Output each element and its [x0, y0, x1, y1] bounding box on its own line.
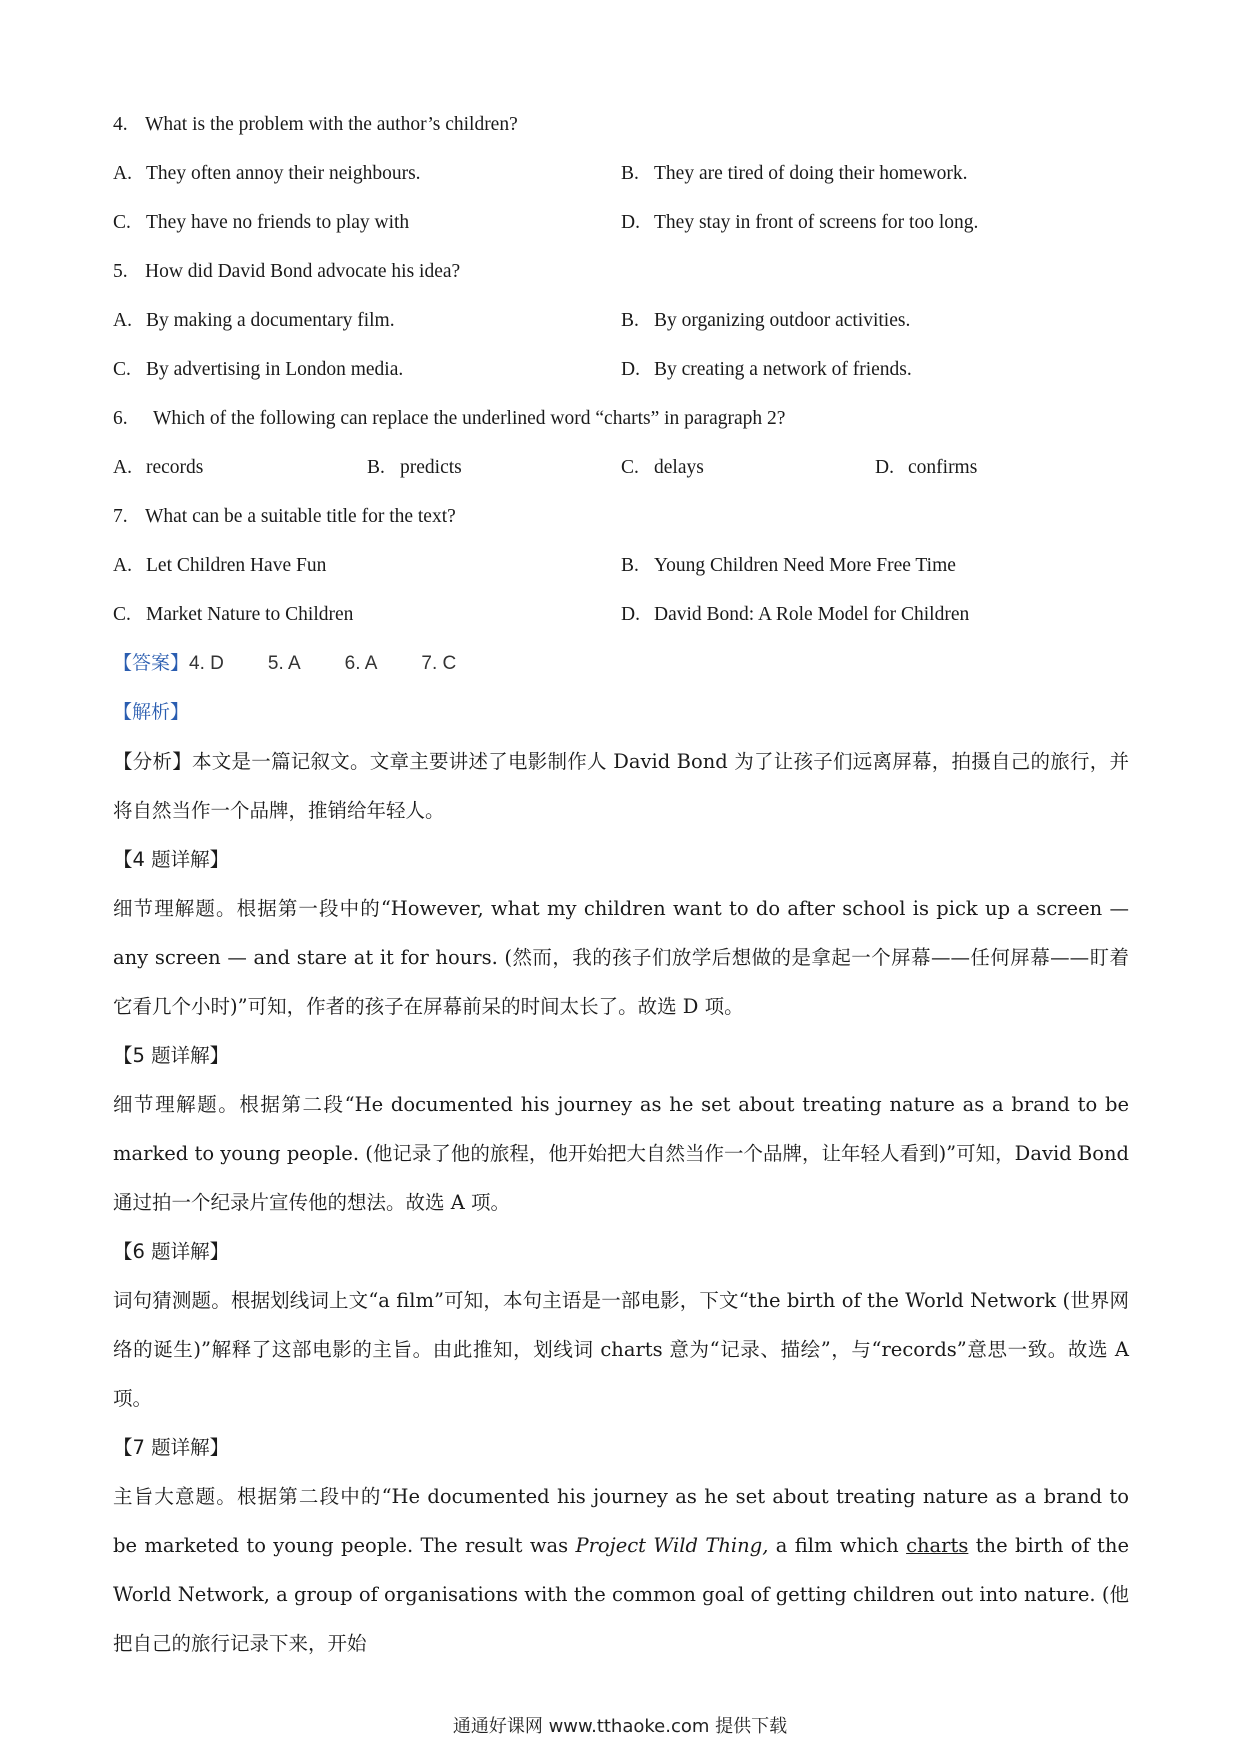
option-d: D. By creating a network of friends. — [621, 359, 912, 380]
question-text: What can be a suitable title for the text? — [145, 506, 456, 527]
option-d: D. confirms — [875, 457, 978, 478]
summary-label: 【分析】 — [113, 750, 193, 773]
question-5-options-row-2 — [113, 345, 1129, 394]
answer-item: 5. A — [267, 653, 301, 674]
option-b: B. Young Children Need More Free Time — [621, 555, 956, 576]
option-c: C. By advertising in London media. — [113, 359, 404, 380]
question-5-options-row-1 — [113, 296, 1129, 345]
detail-heading-6: 【6 题详解】 — [113, 1240, 230, 1263]
page-footer: 通通好课网 www.tthaoke.com 提供下载 — [452, 1716, 788, 1737]
summary-text: 本文是一篇记叙文。文章主要讲述了电影制作人 David Bond 为了让孩子们远离屏幕，拍摄自己的旅行，并将自然当作一个品牌，推销给年轻人。 — [113, 750, 1129, 822]
option-a: A. records — [113, 457, 204, 478]
option-b: B. By organizing outdoor activities. — [621, 310, 911, 331]
question-4-stem — [113, 100, 1129, 149]
answer-item: 4. D — [189, 653, 224, 674]
option-c: C. Market Nature to Children — [113, 604, 354, 625]
detail-heading-7: 【7 题详解】 — [113, 1436, 230, 1459]
question-6-stem — [113, 394, 1129, 443]
detail-heading-5: 【5 题详解】 — [113, 1044, 230, 1067]
question-number: 7. — [113, 506, 128, 527]
option-a: A. Let Children Have Fun — [113, 555, 327, 576]
option-b: B. predicts — [367, 457, 462, 478]
answer-key — [113, 639, 1129, 688]
option-a: A. By making a documentary film. — [113, 310, 395, 331]
question-7-options-row-2 — [113, 590, 1129, 639]
option-c: C. delays — [621, 457, 704, 478]
analysis-label: 【解析】 — [113, 702, 190, 723]
underlined-word: charts — [906, 1534, 969, 1557]
answer-item: 6. A — [344, 653, 378, 674]
question-text: What is the problem with the author’s children? — [145, 114, 518, 135]
detail-heading-4: 【4 题详解】 — [113, 848, 230, 871]
detail-text-6: 词句猜测题。根据划线词上文“a film”可知，本句主语是一部电影，下文“the birth of the World Network (世界网络的诞生)”解释了这部电影的主旨。由此推知，划线词 charts 意为“记录、描绘”，与“records”意思一致。故选 A 项。 — [113, 1289, 1129, 1410]
question-text: How did David Bond advocate his idea? — [145, 261, 461, 282]
answer-label: 【答案】 — [113, 653, 190, 674]
detail-text-7: 主旨大意题。根据第二段中的“He documented his journey as he set about treating nature as a brand to be marketed to young people. The result was Project Wild Thing, a film which charts the birth of the World Network, a group of organisations with the common goal of getting children out into nature. (他把自己的旅行记录下来，开始 — [113, 1485, 1129, 1655]
question-7-options-row-1 — [113, 541, 1129, 590]
question-6-options-row — [113, 443, 1129, 492]
option-d: D. They stay in front of screens for too long. — [621, 212, 979, 233]
document-page — [113, 100, 1129, 1668]
detail-text-5: 细节理解题。根据第二段“He documented his journey as he set about treating nature as a brand to be marked to young people. (他记录了他的旅程，他开始把大自然当作一个品牌，让年轻人看到)”可知，David Bond 通过拍一个纪录片宣传他的想法。故选 A 项。 — [113, 1093, 1129, 1214]
answer-item: 7. C — [421, 653, 457, 674]
summary-paragraph — [113, 737, 1129, 835]
question-7-stem — [113, 492, 1129, 541]
option-d: D. David Bond: A Role Model for Children — [621, 604, 970, 625]
question-number: 4. — [113, 114, 128, 135]
detail-text-4: 细节理解题。根据第一段中的“However, what my children want to do after school is pick up a screen — any screen — and stare at it for hours. (然而，我的孩子们放学后想做的是拿起一个屏幕——任何屏幕——盯着它看几个小时)”可知，作者的孩子在屏幕前呆的时间太长了。故选 D 项。 — [113, 897, 1129, 1018]
option-a: A. They often annoy their neighbours. — [113, 163, 421, 184]
question-number: 5. — [113, 261, 128, 282]
question-4-options-row-1 — [113, 149, 1129, 198]
option-c: C. They have no friends to play with — [113, 212, 410, 233]
question-4-options-row-2 — [113, 198, 1129, 247]
film-title: Project Wild Thing, — [575, 1534, 769, 1557]
question-5-stem — [113, 247, 1129, 296]
question-text: Which of the following can replace the underlined word “charts” in paragraph 2? — [153, 408, 786, 429]
option-b: B. They are tired of doing their homework. — [621, 163, 968, 184]
question-number: 6. — [113, 408, 128, 429]
